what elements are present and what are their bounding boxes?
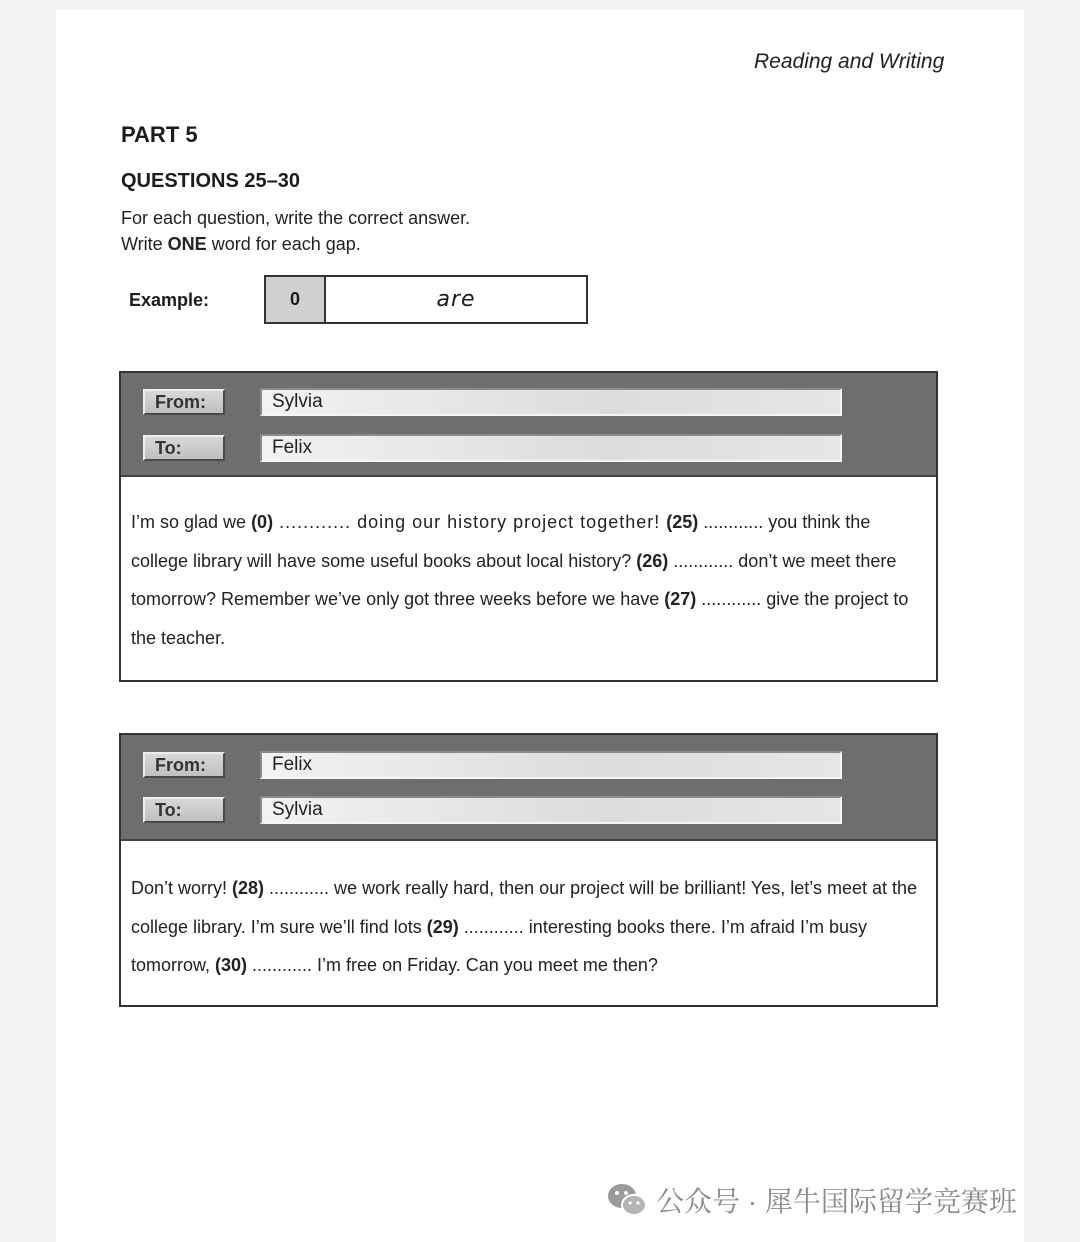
instruction-line-2: [121, 234, 361, 255]
section-header: Reading and Writing: [754, 50, 945, 73]
example-number: 0: [266, 277, 326, 322]
email-1-header: [121, 373, 936, 477]
gap-number: (27): [664, 589, 697, 609]
to-field: Felix: [260, 434, 842, 462]
email-1: [119, 371, 938, 682]
to-label: To:: [143, 797, 225, 823]
email-2-body: [121, 841, 936, 985]
questions-title: QUESTIONS 25–30: [121, 170, 300, 192]
from-label: From:: [143, 389, 225, 415]
gap-number: (25): [666, 512, 699, 532]
email-text: ............ you think the college library will have some useful books about local history?: [131, 512, 871, 571]
instruction-text: Write: [121, 234, 168, 254]
to-field: Sylvia: [260, 796, 842, 824]
part-title: PART 5: [121, 122, 198, 147]
email-text: ............ we work really hard, then our project will be brilliant! Yes, let’s meet at the college library. I’m sure we’ll find lots: [131, 878, 918, 937]
email-text: I’m so glad we: [131, 512, 252, 532]
email-2: [119, 733, 938, 1007]
email-2-header: [121, 735, 936, 841]
gap-number: (26): [636, 550, 669, 571]
email-text: ............ I’m free on Friday. Can you meet me then?: [247, 955, 658, 975]
example-box: [264, 275, 588, 324]
email-text: Don’t worry!: [131, 878, 233, 898]
gap-number: (0): [251, 512, 274, 532]
instruction-text: word for each gap.: [206, 234, 361, 254]
email-1-body: [121, 477, 936, 657]
email-text: ............ don’t we meet there tomorrow? Remember we’ve only got three weeks before we have: [131, 550, 897, 609]
from-field: Felix: [260, 751, 842, 779]
gap-number: (29): [426, 916, 459, 937]
from-field: Sylvia: [260, 388, 842, 416]
email-text: ............ give the project to the teacher.: [131, 589, 909, 648]
gap-number: (28): [232, 878, 265, 898]
example-answer: are: [436, 287, 476, 312]
instruction-line-1: For each question, write the correct answer.: [121, 208, 471, 228]
gap-number: (30): [215, 955, 248, 975]
example-label: Example:: [129, 290, 210, 310]
email-text: ............ doing our history project together!: [273, 512, 667, 532]
instruction-emphasis: ONE: [167, 234, 207, 254]
to-label: To:: [143, 435, 225, 461]
watermark-text: 公众号 · 犀牛国际留学竞赛班: [656, 1186, 1017, 1217]
email-text: ............ interesting books there. I’m afraid I’m busy tomorrow,: [131, 916, 867, 975]
from-label: From:: [143, 752, 225, 778]
wechat-icon: [606, 1181, 648, 1219]
watermark: [606, 1180, 1017, 1220]
